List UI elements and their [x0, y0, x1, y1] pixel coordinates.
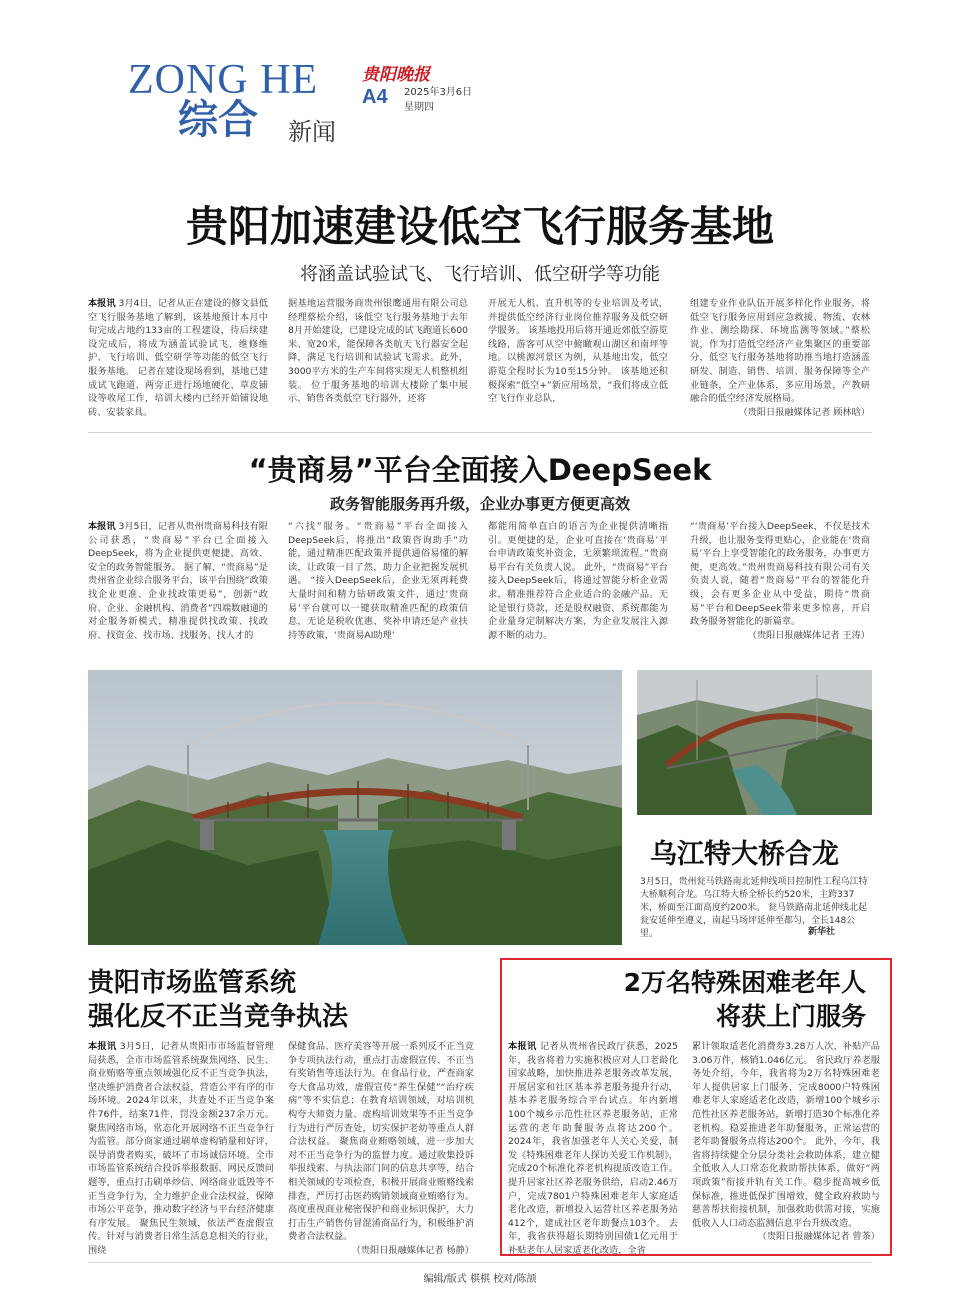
footer-credits: 编辑/版式 棋棋 校对/陈颉 — [423, 1274, 537, 1285]
article4-headline-line2: 将获上门服务 — [715, 1002, 866, 1031]
article3-col-1-text: 3月5日，记者从贵阳市市场监督管理局获悉，全市市场监管系统聚焦网络、民生、商业贿赂等重点领域强化反不正当竞争执法，坚决维护消费者合法权益，营造公平有序的市场环境。2024年以来，共查处不正当竞争案件76件，结案71件，罚没金额237余万元。 聚焦网络市场，常态化开展网络不正当竞争行为监管。部分商家通过刷单虚构销量和好评，误导消费者购买，破坏了市场诚信环境。全市市场监管系统结合投诉举报数据、网民反馈问题等，重点打击刷单炒信、网络商业诋毁等不正当竞争行为，全力维护企业合法权益，保障市场公平竞争，推动数字经济与平台经济健康有序发展。 聚焦民生领域，依法严查虚假宣传。针对与消费者日常生活息息相关的行业，围绕 — [88, 1041, 274, 1256]
article1-lead: 本报讯 — [88, 298, 116, 309]
article2-headline: “贵商易”平台全面接入DeepSeek — [248, 453, 712, 487]
article2-col-2: “六找”服务。“贵商易”平台全面接入DeepSeek后，将推出“政策咨询助手”功能，通过精准匹配政策并提供通俗易懂的解读，让政策一目了然，助力企业把握发展机遇。 “接入DeepSeek后，企业无须再耗费大量时间和精力钻研政策文件，通过‘贵商易’平台就可以一键获取精准匹配的政策信息，无论是税收优惠、奖补申请还是产业扶持等政策，‘贵商易AI助理’ — [288, 521, 468, 641]
bridge-photo-wide — [88, 670, 622, 945]
article1-subhead: 将涵盖试验试飞、飞行培训、低空研学等功能 — [300, 264, 660, 285]
article3-headline-line2: 强化反不正当竞争执法 — [88, 1002, 349, 1032]
article4-col-2 — [692, 1040, 880, 1246]
article1-col-3: 开展无人机、直升机等的专业培训及考试，并提供低空经济行业岗位推荐服务及低空研学服务。 该基地投用后将开通近郊低空游览线路，游客可从空中俯瞰观山湖区和南坪等地。以桃源河景区为例，从基地出发，低空游览全程时长为10至15分钟。 该基地还积极探索“低空+”新应用场景，“我们将成立低空飞行作业总队， — [488, 298, 668, 405]
footer-divider — [88, 1262, 872, 1263]
article2-col-3: 都能用简单直白的语言为企业提供清晰指引。更便捷的是，企业可直接在‘贵商易’平台申请政策奖补资金，无须繁琐流程。”贵商易平台有关负责人说。 此外，“贵商易”平台接入DeepSeek后，将通过智能分析企业需求，精准推荐符合企业适合的金融产品。无论是银行贷款，还是股权融资，系统都能为企业量身定制解决方案，为企业发展注入源源不断的动力。 — [488, 521, 668, 641]
article1-credit: （贵阳日报融媒体记者 顾林晗） — [738, 406, 870, 418]
section-title: 综合 — [178, 97, 258, 143]
article2-col-4 — [690, 520, 870, 656]
article1-col-1 — [88, 297, 268, 421]
page-number: A4 — [362, 86, 388, 108]
article2-credit: （贵阳日报融媒体记者 王涛） — [747, 629, 870, 641]
article1-col-1-text: 3月4日，记者从正在建设的修文县低空飞行服务基地了解到，该基地预计本月中旬完成占地约133亩的工程建设，待后续建设完成后，将成为涵盖试验试飞、维修维护、飞行培训、低空研学等功能的低空飞行服务基地。 记者在建设现场看到，基地已建成试飞跑道、两旁正进行场地硬化、草皮铺设等收尾工作，培训大楼内已经开始铺设地砖、安装家具。 — [88, 298, 268, 418]
bridge-photo-wide-art — [88, 670, 622, 945]
section-zong-he: ZONG HE — [128, 57, 319, 103]
article3-headline-line1: 贵阳市场监管系统 — [88, 968, 297, 998]
photo-credit: 新华社 — [808, 927, 836, 937]
article2-col-1-text: 3月5日，记者从贵州贵商易科技有限公司获悉，“贵商易”平台已全面接入DeepSeek，将为企业提供更便捷、高效、安全的政务智能服务。 据了解，“贵商易”是贵州省企业综合服务平台，该平台围绕“政策找企业更准、企业找政策更易”，创新“政府、企业、金融机构、消费者”四端数融通的对企服务新模式，精准提供找政策、找政府、找资金、找市场、找服务、找人才的 — [88, 521, 268, 641]
article2-col-4-text: “‘贵商易’平台接入DeepSeek，不仅是技术升级，也让服务变得更贴心，企业能在‘贵商易’平台上享受智能化的政务服务，办事更方便，更高效。”贵州贵商易科技有限公司有关负责人说，随着“贵商易”平台的智能化升级，会有更多企业从中受益，期待“贵商易”平台和DeepSeek带来更多惊喜，开启政务服务智能化的新篇章。 — [690, 521, 870, 628]
article3-col-1 — [88, 1040, 274, 1256]
article4-headline — [510, 966, 866, 1034]
article4-col-2-text: 累计领取适老化消费券3.28万人次，补贴产品3.06万件，核销1.046亿元。 省民政厅养老服务处介绍，今年，我省将为2万名特殊困难老年人提供居家上门服务，完成8000户特殊困难老年人家庭适老化改造，新增100个城乡示范性社区养老服务站，新增打造30个标准化养老机构。稳妥推进老年助餐服务，正常运营的老年助餐服务点将达200个。 此外，今年，我省将持续健全分层分类社会救助体系，建立健全低收入人口常态化救助帮扶体系，做好“两项政策”衔接并轨有关工作。稳步提高城乡低保标准，推进低保扩围增效，健全政府救助与慈善帮扶衔接机制，加强救助供需对接，实施低收入人口动态监测信息平台升级改造。 — [692, 1041, 880, 1229]
bridge-photo-side — [637, 670, 872, 815]
article3-col-2 — [288, 1040, 474, 1256]
issue-date — [404, 85, 472, 115]
divider-1 — [88, 432, 872, 433]
issue-weekday: 星期四 — [404, 102, 434, 113]
article1-col-4-text: 组建专业作业队伍开展多样化作业服务，将低空飞行服务应用到应急救援、物流、农林作业、测绘勘探、环境监测等领域。”蔡松说，作为打造低空经济产业集聚区的重要部分，低空飞行服务基地将助推当地打造涵盖研发、制造、销售、培训、服务保障等全产业链条，全产业体系，多应用场景，产教研融合的低空经济发展格局。 — [690, 298, 870, 405]
article4-col-1 — [508, 1040, 678, 1256]
photo-title: 乌江特大桥合龙 — [650, 839, 839, 870]
article2-col-1 — [88, 520, 268, 656]
section-subtitle: 新闻 — [288, 118, 336, 146]
bridge-photo-side-art — [637, 670, 872, 815]
article1-col-2: 据基地运营服务商贵州银鹰通用有限公司总经理蔡松介绍，该低空飞行服务基地于去年8月开始建设，已建设完成的试飞跑道长600米、宽20米，能保障各类航天飞行器安全起降，满足飞行培训和试验试飞需求。此外，3000平方米的生产车间将实现无人机整机组装。 位于服务基地的培训大楼除了集中展示、销售各类低空飞行器外，还将 — [288, 298, 468, 405]
article4-col-1-text: 记者从贵州省民政厅获悉，2025年，我省将着力实施积极应对人口老龄化国家战略，加快推进养老服务改革发展，开展居家和社区基本养老服务提升行动，基本养老服务综合平台试点。年内新增100个城乡示范性社区养老服务站，正常运营的老年助餐服务点将达200个。 2024年，我省加强老年人关心关爱，制发《特殊困难老年人探访关爱工作机制》，完成20个标准化养老机构提质改造工作。提升居家社区养老服务供给，启动2.46万户，完成7801户特殊困难老年人家庭适老化改造，新增投入运营社区养老服务站412个，建成社区老年助餐点103个。 去年，我省获得超长期特别国债1亿元用于补贴老年人居家适老化改造，全省 — [508, 1041, 678, 1256]
article1-headline: 贵阳加速建设低空飞行服务基地 — [185, 202, 774, 251]
article4-credit: （贵阳日报融媒体记者 曾茶） — [757, 1231, 880, 1243]
article2-lead: 本报讯 — [88, 521, 116, 532]
article3-lead: 本报讯 — [88, 1041, 117, 1052]
issue-date-text: 2025年3月6日 — [404, 87, 473, 98]
article2-subhead: 政务智能服务再升级，企业办事更方便更高效 — [329, 495, 630, 513]
article3-headline — [88, 966, 348, 1034]
article1-col-4 — [690, 297, 870, 421]
article4-lead: 本报讯 — [508, 1041, 537, 1052]
article4-headline-line1: 2万名特殊困难老年人 — [623, 968, 866, 997]
paper-logo: 贵阳晚报 — [362, 65, 430, 85]
photo-caption: 3月5日，贵州瓮马铁路南北延伸线项目控制性工程乌江特大桥顺利合龙。乌江特大桥全桥长约520米，主跨337米，桥面至江面高度约200米。 瓮马铁路南北延伸线北起瓮安延伸至遵义，南起马场坪延伸至都匀，全长148公里。 — [640, 877, 868, 939]
article3-credit: （贵阳日报融媒体记者 杨静） — [351, 1244, 474, 1256]
article3-col-2-text: 保健食品、医疗美容等开展一系列反不正当竞争专项执法行动，重点打击虚假宣传、不正当有奖销售等违法行为。在食品行业，严查商家夸大食品功效，虚假宣传“养生保健”“治疗疾病”等不实信息；在教育培训领域，对培训机构夸大师资力量、虚构培训效果等不正当竞争行为进行严厉查处，切实保护老幼等重点人群合法权益。 聚焦商业贿赂领域，进一步加大对不正当竞争行为的监督力度。通过收集投诉举报线索、与执法部门间的信息共享等，结合相关领域的专项检查，积极开展商业贿赂线索排查，严厉打击医药购销领域商业贿赂行为。高度重视商业秘密保护和商业标识保护，大力打击生产销售仿冒混淆商品行为，积极维护消费者合法权益。 — [288, 1041, 474, 1243]
